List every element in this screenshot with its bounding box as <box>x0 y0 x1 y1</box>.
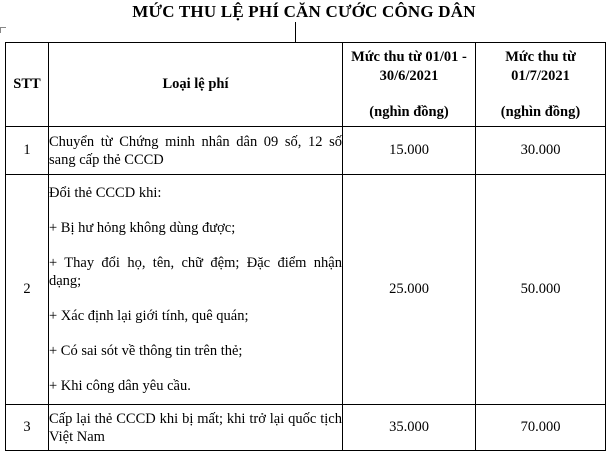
row-fee-period-2: 30.000 <box>476 127 606 175</box>
header-period-1 <box>343 43 476 127</box>
description-line: + Xác định lại giới tính, quê quán; <box>49 308 249 324</box>
row-fee-period-2: 50.000 <box>476 175 606 405</box>
table-header-row <box>6 43 606 127</box>
header-stt: STT <box>6 43 49 127</box>
row-stt: 2 <box>6 175 49 405</box>
description-line: + Khi công dân yêu cầu. <box>49 378 191 394</box>
description-line: + Bị hư hỏng không dùng được; <box>49 220 236 236</box>
table-move-handle[interactable] <box>0 27 6 33</box>
table-row <box>6 405 606 451</box>
header-period-2-unit: (nghìn đồng) <box>500 103 581 120</box>
row-fee-period-2: 70.000 <box>476 405 606 451</box>
description-line: + Có sai sót về thông tin trên thẻ; <box>49 343 243 359</box>
header-fee-type: Loại lệ phí <box>49 43 343 127</box>
table-row <box>6 175 606 405</box>
row-stt: 1 <box>6 127 49 175</box>
table-row <box>6 127 606 175</box>
row-fee-period-1: 35.000 <box>343 405 476 451</box>
description-line: Cấp lại thẻ CCCD khi bị mất; khi trở lại quốc tịch Việt Nam <box>49 410 342 445</box>
header-period-2 <box>476 43 606 127</box>
description-line: Đổi thẻ CCCD khi: <box>49 185 162 201</box>
fee-table <box>5 42 606 451</box>
description-line: + Thay đổi họ, tên, chữ đệm; Đặc điểm nhận dạng; <box>49 255 342 289</box>
document-title: MỨC THU LỆ PHÍ CĂN CƯỚC CÔNG DÂN <box>132 2 476 21</box>
description-line: Chuyển từ Chứng minh nhân dân 09 số, 12 số sang cấp thẻ CCCD <box>49 133 342 168</box>
row-description <box>49 405 343 451</box>
header-period-2-label: Mức thu từ 01/7/2021 <box>505 48 576 84</box>
row-description <box>49 175 343 405</box>
row-stt: 3 <box>6 405 49 451</box>
row-description <box>49 127 343 175</box>
header-period-1-unit: (nghìn đồng) <box>369 103 449 120</box>
text-cursor <box>295 22 296 42</box>
header-period-1-label: Mức thu từ 01/01 - 30/6/2021 <box>351 48 467 84</box>
row-fee-period-1: 25.000 <box>343 175 476 405</box>
row-fee-period-1: 15.000 <box>343 127 476 175</box>
